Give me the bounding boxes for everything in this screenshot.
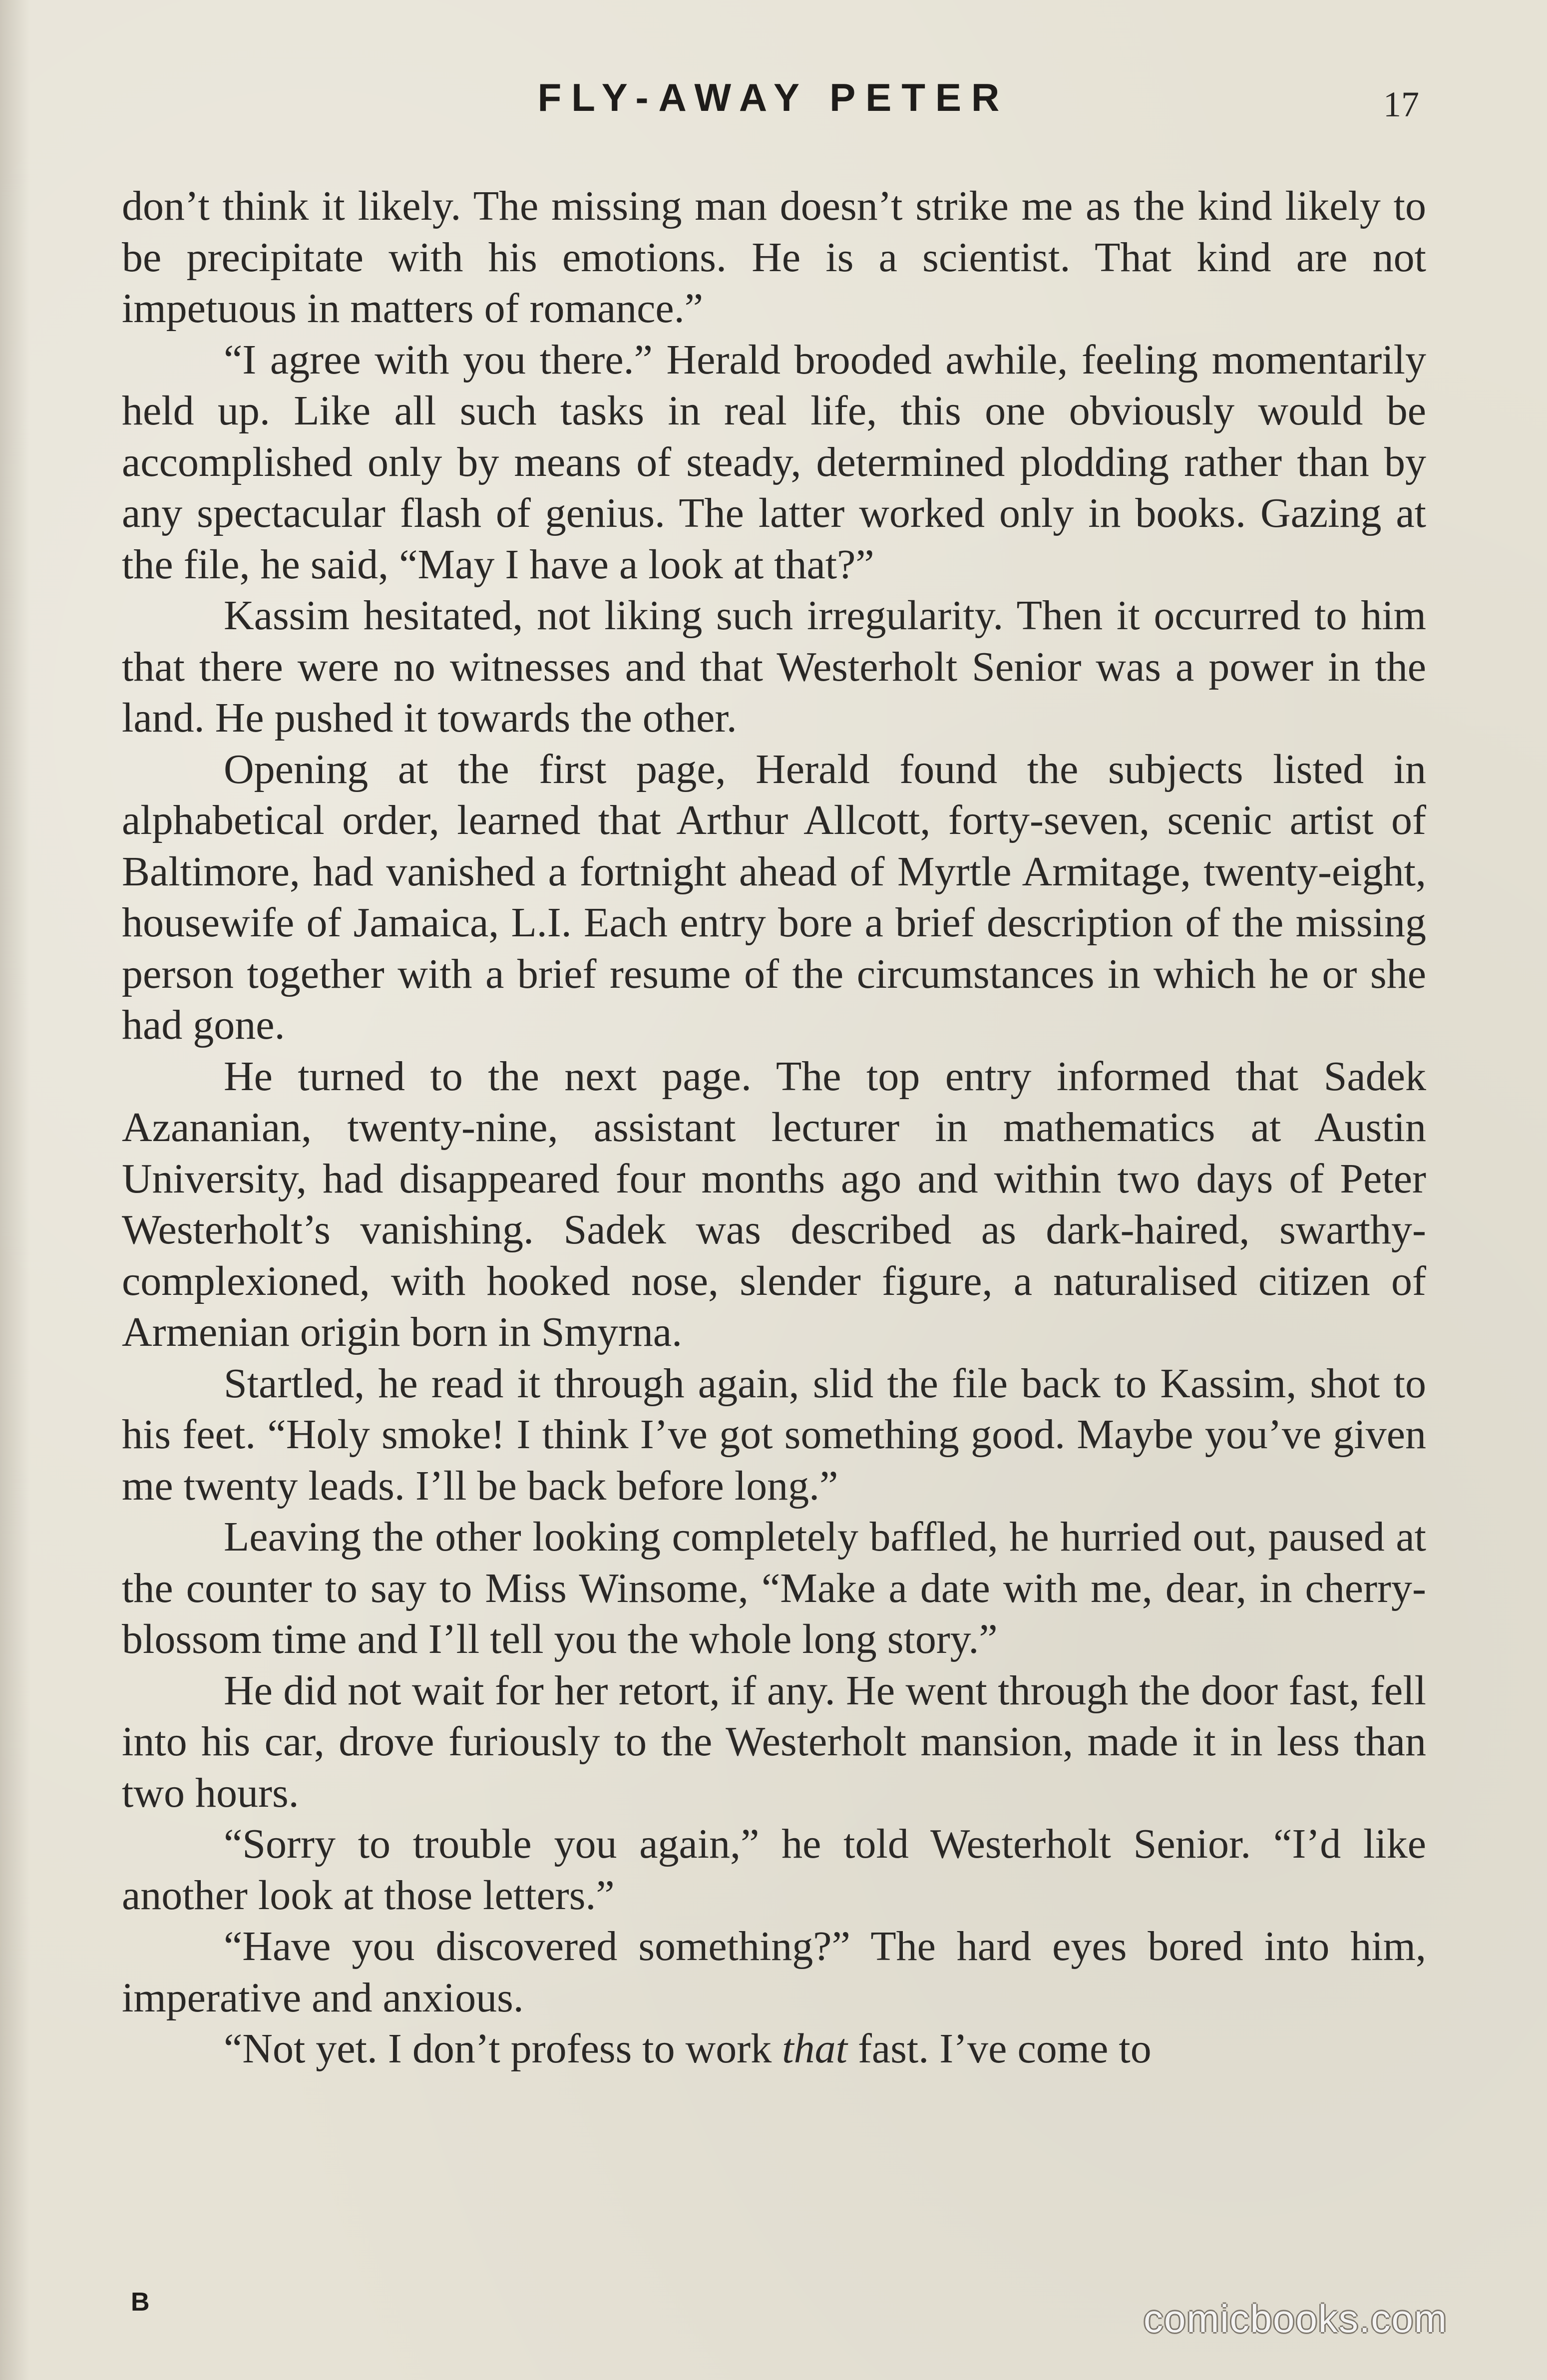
paragraph: “I agree with you there.” Herald brooded awhile, feeling momentarily held up. Like all such tasks in real life, this one obviously would be accomplished only by means of steady, determined plodding rather than by any spectacular flash of genius. The latter worked only in books. Gazing at the file, he said, “May I have a look at that?” xyxy=(122,336,1426,588)
paragraph: don’t think it likely. The missing man doesn’t strike me as the kind likely to be precipitate with his emotions. He is a scientist. That kind are not impetuous in matters of romance.” xyxy=(122,183,1426,332)
watermark: comicbooks.com xyxy=(1144,2297,1448,2341)
paragraph: “Have you discovered something?” The hard eyes bored into him, imperative and anxious. xyxy=(122,1923,1426,2021)
running-title: FLY-AWAY PETER xyxy=(537,75,1010,119)
text-run: “Not yet. I don’t profess to work xyxy=(224,2025,782,2072)
page-number: 17 xyxy=(1383,84,1419,124)
paragraph: Leaving the other looking completely baffled, he hurried out, paused at the counter to say to Miss Winsome, “Make a date with me, dear, in cherry-blossom time and I’ll tell you the whole long story.” xyxy=(122,1514,1426,1662)
emphasis-text: that xyxy=(782,2025,847,2072)
paragraph: Opening at the first page, Herald found the subjects listed in alphabetical order, learned that Arthur Allcott, forty-seven, scenic artist of Baltimore, had vanished a fortnight ahead of Myrtle Armitage, twenty-eight, housewife of Jamaica, L.I. Each entry bore a brief description of the missing person together with a brief resume of the circumstances in which he or she had gone. xyxy=(122,746,1426,1048)
body-text xyxy=(122,181,1426,2075)
text-run: fast. I’ve come to xyxy=(847,2025,1152,2072)
paragraph: “Sorry to trouble you again,” he told Westerholt Senior. “I’d like another look at those letters.” xyxy=(122,1821,1426,1919)
paragraph: He turned to the next page. The top entry informed that Sadek Azananian, twenty-nine, assistant lecturer in mathematics at Austin University, had disappeared four months ago and within two days of Peter Westerholt’s vanishing. Sadek was described as dark-haired, swarthy-complexioned, with hooked nose, slender figure, a naturalised citizen of Armenian origin born in Smyrna. xyxy=(122,1053,1426,1355)
paragraph: Kassim hesitated, not liking such irregularity. Then it occurred to him that there were no witnesses and that Westerholt Senior was a power in the land. He pushed it towards the other. xyxy=(122,592,1426,741)
paragraph-last xyxy=(122,2023,1426,2075)
paragraph: Startled, he read it through again, slid the file back to Kassim, shot to his feet. “Holy smoke! I think I’ve got something good. Maybe you’ve given me twenty leads. I’ll be back before long.” xyxy=(122,1360,1426,1509)
signature-mark: B xyxy=(131,2288,150,2317)
binding-shadow xyxy=(0,0,30,2380)
paragraph: He did not wait for her retort, if any. He went through the door fast, fell into his car, drove furiously to the Westerholt mansion, made it in less than two hours. xyxy=(122,1667,1426,1816)
